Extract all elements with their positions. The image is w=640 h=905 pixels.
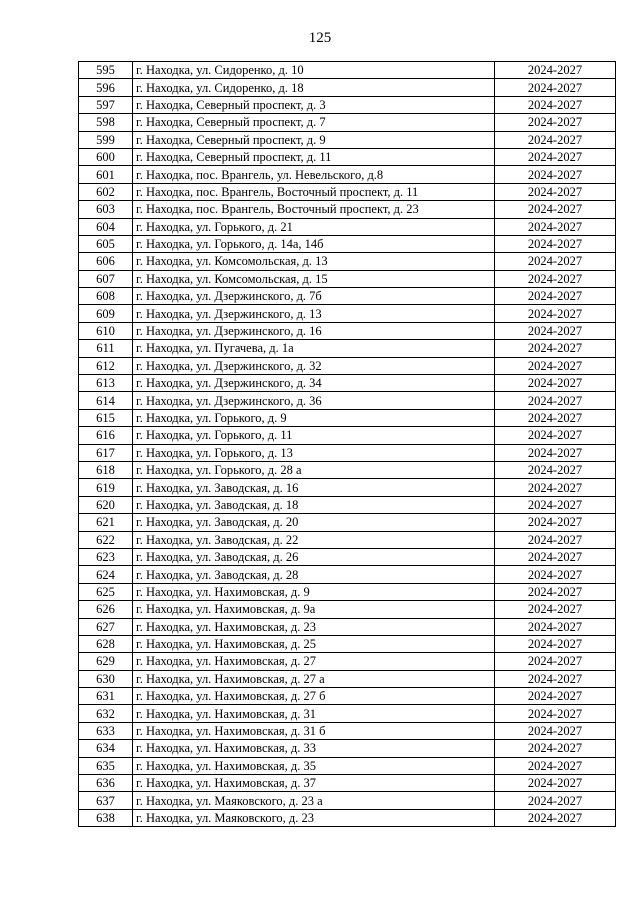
table-row xyxy=(79,375,616,392)
table-row xyxy=(79,427,616,444)
row-address: г. Находка, Северный проспект, д. 9 xyxy=(133,131,495,148)
row-address: г. Находка, ул. Сидоренко, д. 10 xyxy=(133,62,495,79)
row-address: г. Находка, ул. Заводская, д. 22 xyxy=(133,531,495,548)
row-period: 2024-2027 xyxy=(495,653,616,670)
table-row xyxy=(79,792,616,809)
table-row xyxy=(79,218,616,235)
row-address: г. Находка, ул. Дзержинского, д. 36 xyxy=(133,392,495,409)
row-number: 616 xyxy=(79,427,133,444)
row-address: г. Находка, ул. Заводская, д. 28 xyxy=(133,566,495,583)
row-address: г. Находка, ул. Нахимовская, д. 35 xyxy=(133,757,495,774)
row-number: 619 xyxy=(79,479,133,496)
row-period: 2024-2027 xyxy=(495,305,616,322)
row-period: 2024-2027 xyxy=(495,635,616,652)
row-period: 2024-2027 xyxy=(495,461,616,478)
row-address: г. Находка, ул. Комсомольская, д. 13 xyxy=(133,253,495,270)
table-row xyxy=(79,270,616,287)
row-period: 2024-2027 xyxy=(495,409,616,426)
row-period: 2024-2027 xyxy=(495,270,616,287)
row-period: 2024-2027 xyxy=(495,375,616,392)
row-address: г. Находка, ул. Дзержинского, д. 34 xyxy=(133,375,495,392)
row-address: г. Находка, ул. Нахимовская, д. 37 xyxy=(133,775,495,792)
row-period: 2024-2027 xyxy=(495,201,616,218)
table-row xyxy=(79,62,616,79)
row-number: 602 xyxy=(79,183,133,200)
row-address: г. Находка, ул. Маяковского, д. 23 xyxy=(133,809,495,826)
table-body xyxy=(79,62,616,827)
table-row xyxy=(79,461,616,478)
address-table xyxy=(78,61,616,827)
row-period: 2024-2027 xyxy=(495,218,616,235)
table-row xyxy=(79,757,616,774)
table-row xyxy=(79,601,616,618)
row-period: 2024-2027 xyxy=(495,496,616,513)
row-number: 634 xyxy=(79,740,133,757)
table-row xyxy=(79,148,616,165)
table-row xyxy=(79,79,616,96)
row-number: 608 xyxy=(79,288,133,305)
row-address: г. Находка, ул. Заводская, д. 26 xyxy=(133,548,495,565)
row-period: 2024-2027 xyxy=(495,479,616,496)
row-address: г. Находка, ул. Нахимовская, д. 27 б xyxy=(133,688,495,705)
row-period: 2024-2027 xyxy=(495,340,616,357)
row-period: 2024-2027 xyxy=(495,809,616,826)
table-row xyxy=(79,201,616,218)
row-number: 615 xyxy=(79,409,133,426)
row-address: г. Находка, ул. Нахимовская, д. 33 xyxy=(133,740,495,757)
row-number: 596 xyxy=(79,79,133,96)
table-row xyxy=(79,635,616,652)
row-period: 2024-2027 xyxy=(495,757,616,774)
row-number: 613 xyxy=(79,375,133,392)
row-number: 626 xyxy=(79,601,133,618)
row-number: 618 xyxy=(79,461,133,478)
row-period: 2024-2027 xyxy=(495,705,616,722)
row-address: г. Находка, ул. Горького, д. 9 xyxy=(133,409,495,426)
row-address: г. Находка, ул. Заводская, д. 18 xyxy=(133,496,495,513)
table-row xyxy=(79,670,616,687)
row-period: 2024-2027 xyxy=(495,688,616,705)
row-period: 2024-2027 xyxy=(495,792,616,809)
row-period: 2024-2027 xyxy=(495,357,616,374)
row-period: 2024-2027 xyxy=(495,740,616,757)
table-row xyxy=(79,548,616,565)
table-row xyxy=(79,775,616,792)
table-row xyxy=(79,514,616,531)
row-period: 2024-2027 xyxy=(495,531,616,548)
row-number: 604 xyxy=(79,218,133,235)
table-row xyxy=(79,322,616,339)
table-row xyxy=(79,531,616,548)
row-number: 622 xyxy=(79,531,133,548)
row-number: 595 xyxy=(79,62,133,79)
table-row xyxy=(79,653,616,670)
row-period: 2024-2027 xyxy=(495,114,616,131)
page-number: 125 xyxy=(308,30,332,46)
row-number: 603 xyxy=(79,201,133,218)
row-address: г. Находка, ул. Комсомольская, д. 15 xyxy=(133,270,495,287)
row-address: г. Находка, ул. Дзержинского, д. 32 xyxy=(133,357,495,374)
row-period: 2024-2027 xyxy=(495,722,616,739)
table-row xyxy=(79,288,616,305)
row-period: 2024-2027 xyxy=(495,131,616,148)
row-period: 2024-2027 xyxy=(495,322,616,339)
row-number: 625 xyxy=(79,583,133,600)
row-address: г. Находка, ул. Нахимовская, д. 9 xyxy=(133,583,495,600)
row-period: 2024-2027 xyxy=(495,566,616,583)
table-row xyxy=(79,479,616,496)
row-address: г. Находка, пос. Врангель, Восточный проспект, д. 23 xyxy=(133,201,495,218)
row-number: 624 xyxy=(79,566,133,583)
row-address: г. Находка, ул. Горького, д. 21 xyxy=(133,218,495,235)
row-period: 2024-2027 xyxy=(495,583,616,600)
row-number: 628 xyxy=(79,635,133,652)
row-number: 633 xyxy=(79,722,133,739)
row-address: г. Находка, ул. Нахимовская, д. 23 xyxy=(133,618,495,635)
row-period: 2024-2027 xyxy=(495,618,616,635)
row-number: 610 xyxy=(79,322,133,339)
row-number: 607 xyxy=(79,270,133,287)
row-number: 598 xyxy=(79,114,133,131)
row-address: г. Находка, ул. Сидоренко, д. 18 xyxy=(133,79,495,96)
row-period: 2024-2027 xyxy=(495,444,616,461)
row-address: г. Находка, ул. Маяковского, д. 23 а xyxy=(133,792,495,809)
row-period: 2024-2027 xyxy=(495,514,616,531)
table-row xyxy=(79,114,616,131)
table-row xyxy=(79,357,616,374)
row-address: г. Находка, ул. Дзержинского, д. 13 xyxy=(133,305,495,322)
row-address: г. Находка, ул. Дзержинского, д. 16 xyxy=(133,322,495,339)
row-address: г. Находка, пос. Врангель, Восточный проспект, д. 11 xyxy=(133,183,495,200)
row-number: 617 xyxy=(79,444,133,461)
row-address: г. Находка, ул. Горького, д. 14а, 14б xyxy=(133,235,495,252)
table-row xyxy=(79,496,616,513)
row-number: 600 xyxy=(79,148,133,165)
table-row xyxy=(79,96,616,113)
row-period: 2024-2027 xyxy=(495,253,616,270)
row-period: 2024-2027 xyxy=(495,601,616,618)
row-address: г. Находка, ул. Заводская, д. 20 xyxy=(133,514,495,531)
row-number: 614 xyxy=(79,392,133,409)
table-row xyxy=(79,253,616,270)
row-period: 2024-2027 xyxy=(495,548,616,565)
table-row xyxy=(79,444,616,461)
table-row xyxy=(79,566,616,583)
row-address: г. Находка, ул. Нахимовская, д. 31 xyxy=(133,705,495,722)
row-period: 2024-2027 xyxy=(495,96,616,113)
row-address: г. Находка, Северный проспект, д. 7 xyxy=(133,114,495,131)
row-number: 629 xyxy=(79,653,133,670)
row-address: г. Находка, ул. Нахимовская, д. 9а xyxy=(133,601,495,618)
row-number: 599 xyxy=(79,131,133,148)
row-number: 597 xyxy=(79,96,133,113)
row-period: 2024-2027 xyxy=(495,148,616,165)
row-period: 2024-2027 xyxy=(495,79,616,96)
table-row xyxy=(79,340,616,357)
row-address: г. Находка, ул. Нахимовская, д. 27 а xyxy=(133,670,495,687)
row-period: 2024-2027 xyxy=(495,235,616,252)
row-address: г. Находка, ул. Дзержинского, д. 7б xyxy=(133,288,495,305)
row-number: 636 xyxy=(79,775,133,792)
row-number: 601 xyxy=(79,166,133,183)
table-row xyxy=(79,235,616,252)
row-period: 2024-2027 xyxy=(495,166,616,183)
row-number: 612 xyxy=(79,357,133,374)
row-address: г. Находка, ул. Нахимовская, д. 25 xyxy=(133,635,495,652)
table-row xyxy=(79,166,616,183)
table-row xyxy=(79,305,616,322)
row-period: 2024-2027 xyxy=(495,427,616,444)
row-address: г. Находка, ул. Горького, д. 28 а xyxy=(133,461,495,478)
row-number: 632 xyxy=(79,705,133,722)
row-number: 605 xyxy=(79,235,133,252)
row-address: г. Находка, пос. Врангель, ул. Невельского, д.8 xyxy=(133,166,495,183)
row-address: г. Находка, Северный проспект, д. 11 xyxy=(133,148,495,165)
row-period: 2024-2027 xyxy=(495,62,616,79)
row-number: 637 xyxy=(79,792,133,809)
table-row xyxy=(79,392,616,409)
row-number: 606 xyxy=(79,253,133,270)
row-number: 623 xyxy=(79,548,133,565)
row-number: 630 xyxy=(79,670,133,687)
table-row xyxy=(79,409,616,426)
row-number: 609 xyxy=(79,305,133,322)
row-address: г. Находка, ул. Пугачева, д. 1а xyxy=(133,340,495,357)
table-row xyxy=(79,583,616,600)
table-row xyxy=(79,809,616,826)
row-period: 2024-2027 xyxy=(495,392,616,409)
row-number: 635 xyxy=(79,757,133,774)
table-row xyxy=(79,131,616,148)
row-address: г. Находка, ул. Нахимовская, д. 31 б xyxy=(133,722,495,739)
row-period: 2024-2027 xyxy=(495,288,616,305)
row-address: г. Находка, ул. Горького, д. 13 xyxy=(133,444,495,461)
row-number: 611 xyxy=(79,340,133,357)
row-period: 2024-2027 xyxy=(495,183,616,200)
row-number: 627 xyxy=(79,618,133,635)
row-number: 620 xyxy=(79,496,133,513)
table-row xyxy=(79,740,616,757)
table-row xyxy=(79,705,616,722)
row-period: 2024-2027 xyxy=(495,670,616,687)
row-number: 631 xyxy=(79,688,133,705)
table-row xyxy=(79,618,616,635)
table-row xyxy=(79,688,616,705)
row-address: г. Находка, ул. Заводская, д. 16 xyxy=(133,479,495,496)
row-address: г. Находка, ул. Горького, д. 11 xyxy=(133,427,495,444)
row-address: г. Находка, ул. Нахимовская, д. 27 xyxy=(133,653,495,670)
table-row xyxy=(79,183,616,200)
row-address: г. Находка, Северный проспект, д. 3 xyxy=(133,96,495,113)
row-period: 2024-2027 xyxy=(495,775,616,792)
row-number: 621 xyxy=(79,514,133,531)
row-number: 638 xyxy=(79,809,133,826)
table-row xyxy=(79,722,616,739)
